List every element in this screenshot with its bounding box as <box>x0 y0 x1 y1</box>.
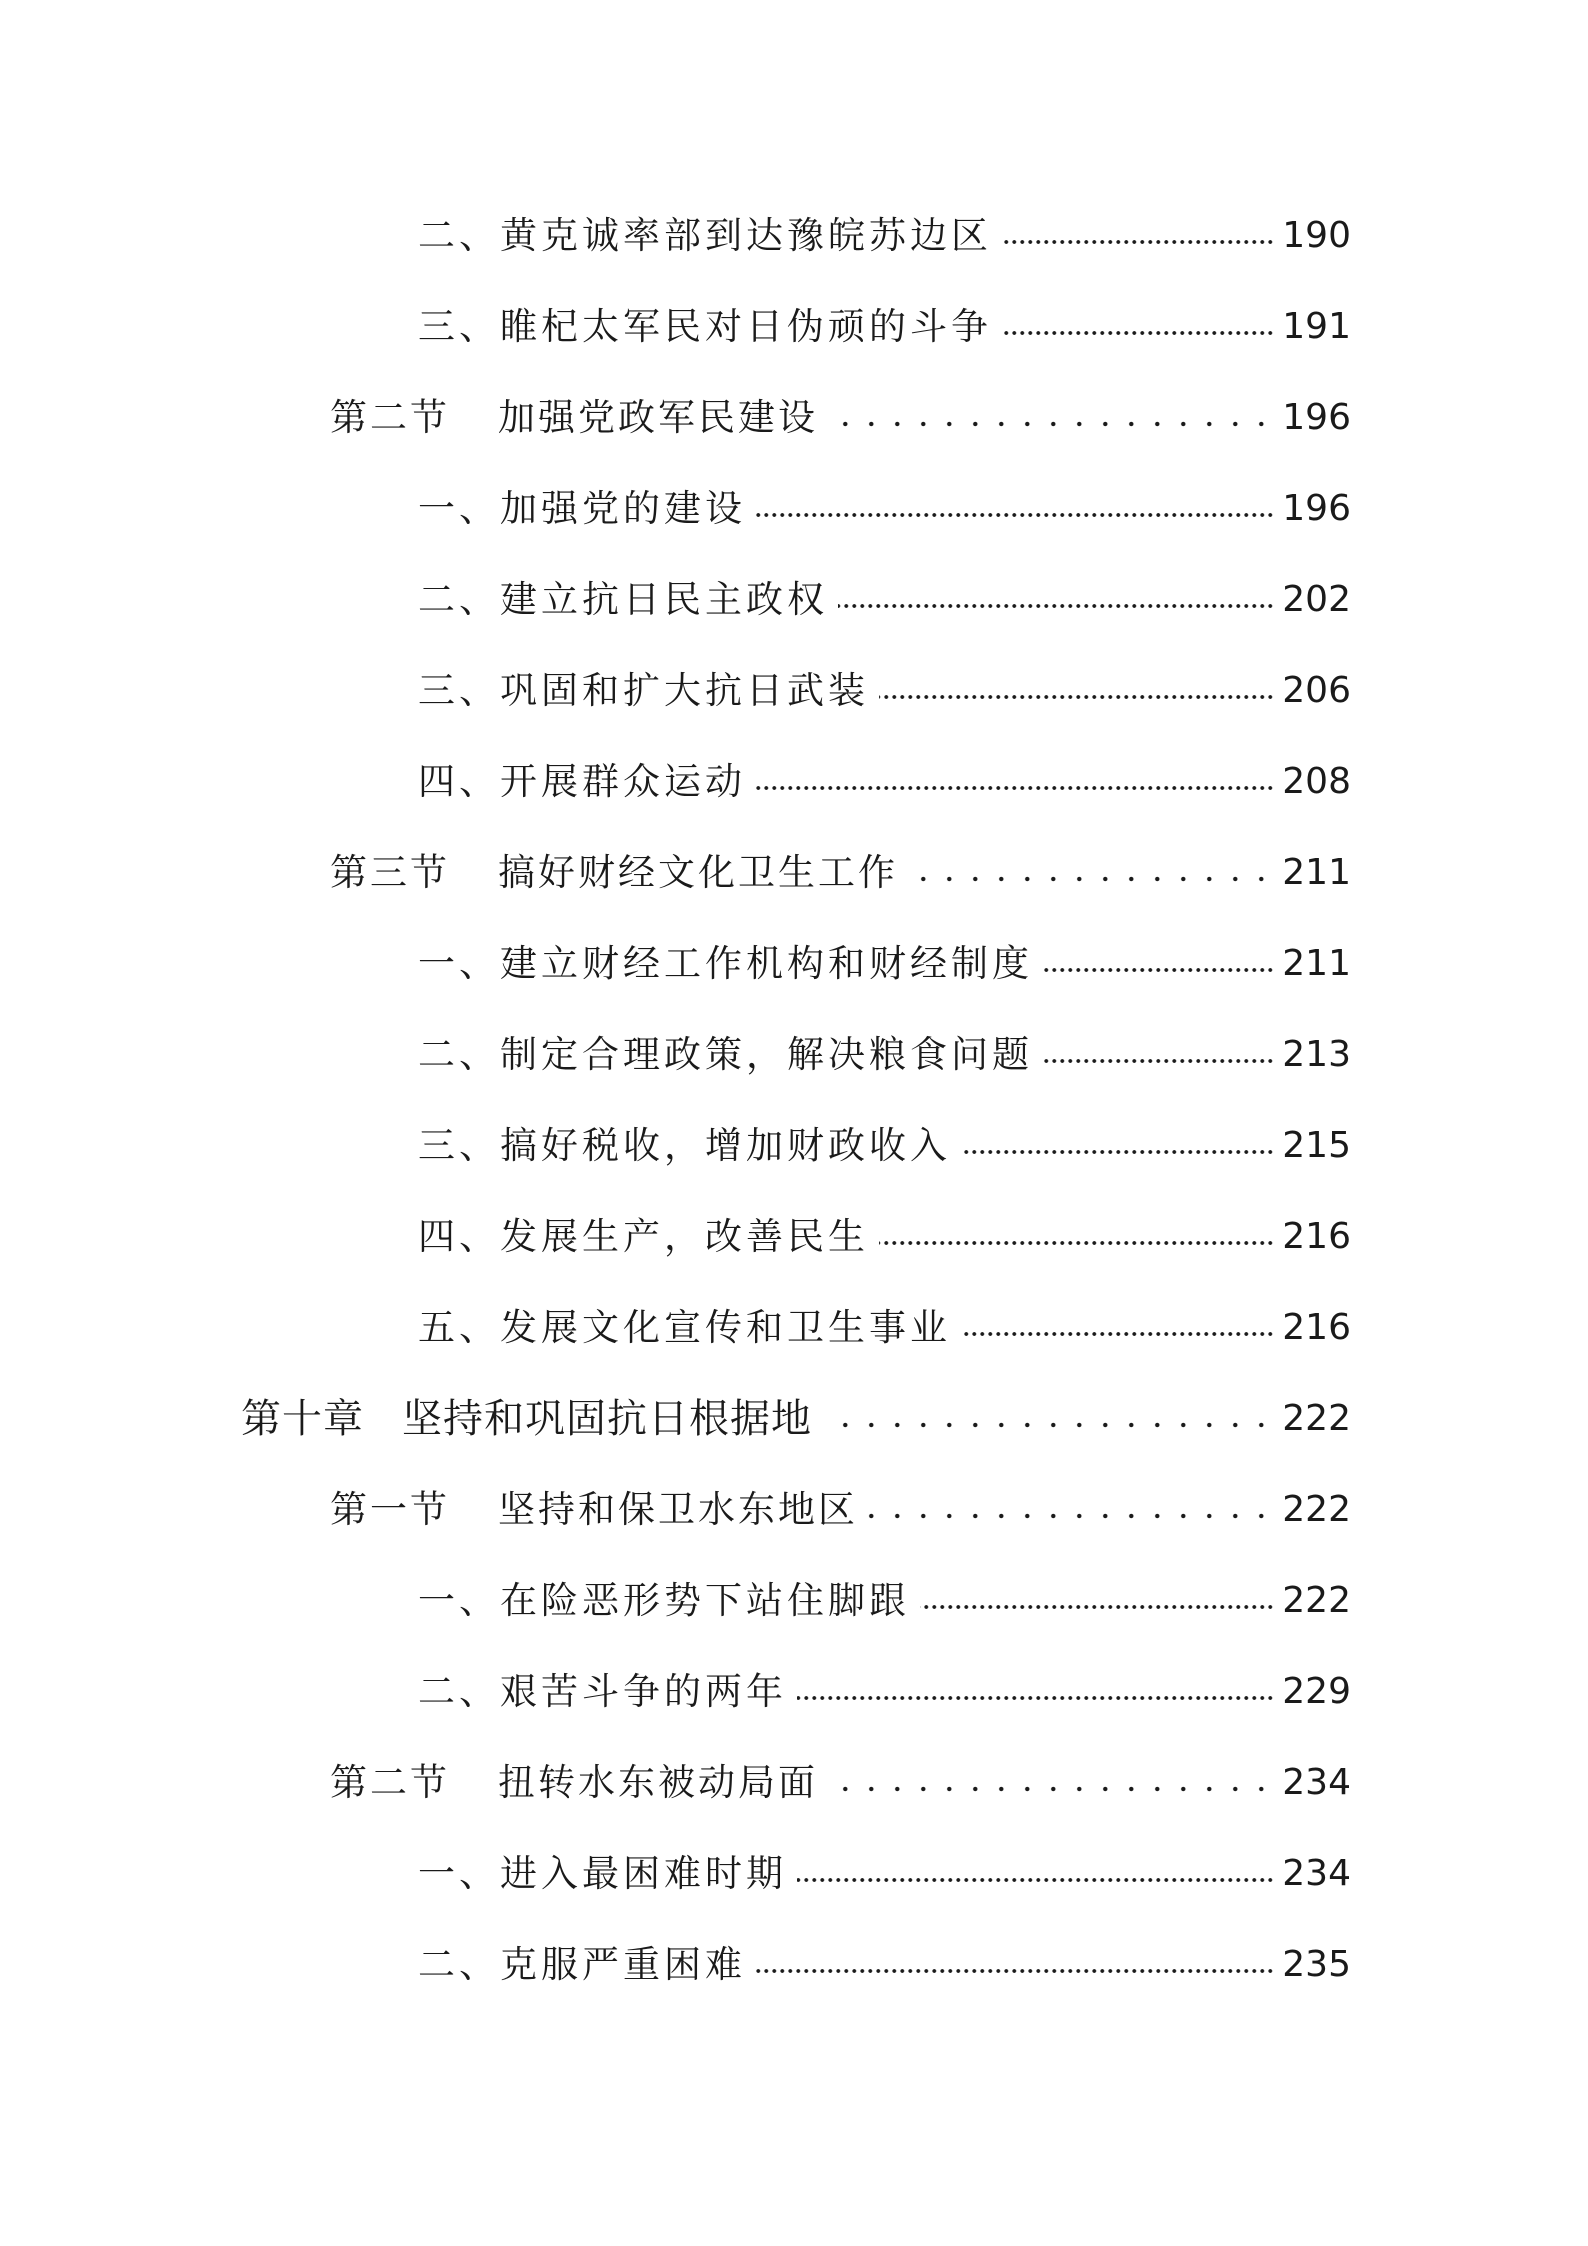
dot-leader <box>868 1506 1274 1520</box>
dot-leader <box>822 1415 1274 1429</box>
toc-entry-title: 四、发展生产，改善民生 <box>418 1215 869 1258</box>
toc-entry <box>418 1838 1351 1898</box>
toc-entry-title: 二、艰苦斗争的两年 <box>418 1670 787 1713</box>
toc-section-number: 第一节 <box>330 1488 450 1531</box>
toc-entry-title: 一、加强党的建设 <box>418 487 746 530</box>
toc-entry <box>418 746 1351 806</box>
toc-section-number: 第二节 <box>330 396 450 439</box>
toc-section-title: 加强党政军民建设 <box>498 396 818 439</box>
toc-entry-page: 222 <box>1282 1398 1351 1439</box>
toc-entry-page: 196 <box>1282 397 1351 438</box>
toc-entry-title: 三、搞好税收，增加财政收入 <box>418 1124 951 1167</box>
toc-entry-title: 一、建立财经工作机构和财经制度 <box>418 942 1033 985</box>
dot-leader <box>797 1688 1274 1702</box>
dot-leader <box>1002 232 1274 246</box>
toc-entry-title: 二、制定合理政策，解决粮食问题 <box>418 1033 1033 1076</box>
toc-entry-page: 216 <box>1282 1216 1351 1257</box>
dot-leader <box>879 1233 1274 1247</box>
toc-entry-title: 二、黄克诚率部到达豫皖苏边区 <box>418 214 992 257</box>
toc-entry <box>418 200 1351 260</box>
toc-entry <box>418 1565 1351 1625</box>
toc-entry-title: 三、巩固和扩大抗日武装 <box>418 669 869 712</box>
toc-entry <box>418 1201 1351 1261</box>
dot-leader <box>879 687 1274 701</box>
dot-leader <box>908 869 1274 883</box>
toc-entry <box>418 1110 1351 1170</box>
toc-entry-page: 234 <box>1282 1853 1351 1894</box>
dot-leader <box>1043 960 1274 974</box>
toc-entry-page: 235 <box>1282 1944 1351 1985</box>
toc-entry-page: 191 <box>1282 306 1351 347</box>
toc-entry-title: 一、进入最困难时期 <box>418 1852 787 1895</box>
toc-section-entry <box>330 837 1351 897</box>
toc-entry-page: 196 <box>1282 488 1351 529</box>
dot-leader <box>920 1597 1274 1611</box>
toc-section-entry <box>330 1474 1351 1534</box>
toc-entry-page: 208 <box>1282 761 1351 802</box>
toc-entry <box>418 564 1351 624</box>
toc-chapter-title: 坚持和巩固抗日根据地 <box>402 1396 812 1442</box>
toc-entry-page: 234 <box>1282 1762 1351 1803</box>
toc-entry-title: 五、发展文化宣传和卫生事业 <box>418 1306 951 1349</box>
toc-section-title: 搞好财经文化卫生工作 <box>498 851 898 894</box>
dot-leader <box>961 1324 1274 1338</box>
toc-entry-title: 四、开展群众运动 <box>418 760 746 803</box>
dot-leader <box>797 1870 1274 1884</box>
toc-section-entry <box>330 382 1351 442</box>
toc-chapter-entry <box>241 1383 1351 1443</box>
toc-section-title: 扭转水东被动局面 <box>498 1761 818 1804</box>
dot-leader <box>756 1961 1274 1975</box>
dot-leader <box>1043 1051 1274 1065</box>
toc-entry-page: 216 <box>1282 1307 1351 1348</box>
toc-entry <box>418 1292 1351 1352</box>
dot-leader <box>838 596 1274 610</box>
toc-entry-page: 190 <box>1282 215 1351 256</box>
dot-leader <box>961 1142 1274 1156</box>
toc-section-entry <box>330 1747 1351 1807</box>
toc-entry-page: 202 <box>1282 579 1351 620</box>
toc-entry-page: 215 <box>1282 1125 1351 1166</box>
toc-entry-page: 222 <box>1282 1489 1351 1530</box>
toc-section-number: 第二节 <box>330 1761 450 1804</box>
toc-entry-page: 213 <box>1282 1034 1351 1075</box>
dot-leader <box>828 1779 1274 1793</box>
toc-entry-title: 二、克服严重困难 <box>418 1943 746 1986</box>
toc-entry <box>418 1656 1351 1716</box>
dot-leader <box>828 414 1274 428</box>
toc-entry-page: 229 <box>1282 1671 1351 1712</box>
toc-chapter-number: 第十章 <box>241 1396 364 1442</box>
dot-leader <box>756 778 1274 792</box>
toc-section-title: 坚持和保卫水东地区 <box>498 1488 858 1531</box>
toc-entry <box>418 1019 1351 1079</box>
toc-entry-page: 211 <box>1282 943 1351 984</box>
toc-entry-page: 211 <box>1282 852 1351 893</box>
toc-entry-page: 222 <box>1282 1580 1351 1621</box>
toc-entry-title: 三、睢杞太军民对日伪顽的斗争 <box>418 305 992 348</box>
toc-entry-title: 二、建立抗日民主政权 <box>418 578 828 621</box>
toc-entry-page: 206 <box>1282 670 1351 711</box>
toc-entry <box>418 291 1351 351</box>
dot-leader <box>756 505 1274 519</box>
toc-entry <box>418 928 1351 988</box>
toc-entry <box>418 1929 1351 1989</box>
dot-leader <box>1002 323 1274 337</box>
toc-entry <box>418 655 1351 715</box>
toc-section-number: 第三节 <box>330 851 450 894</box>
toc-entry-title: 一、在险恶形势下站住脚跟 <box>418 1579 910 1622</box>
toc-entry <box>418 473 1351 533</box>
